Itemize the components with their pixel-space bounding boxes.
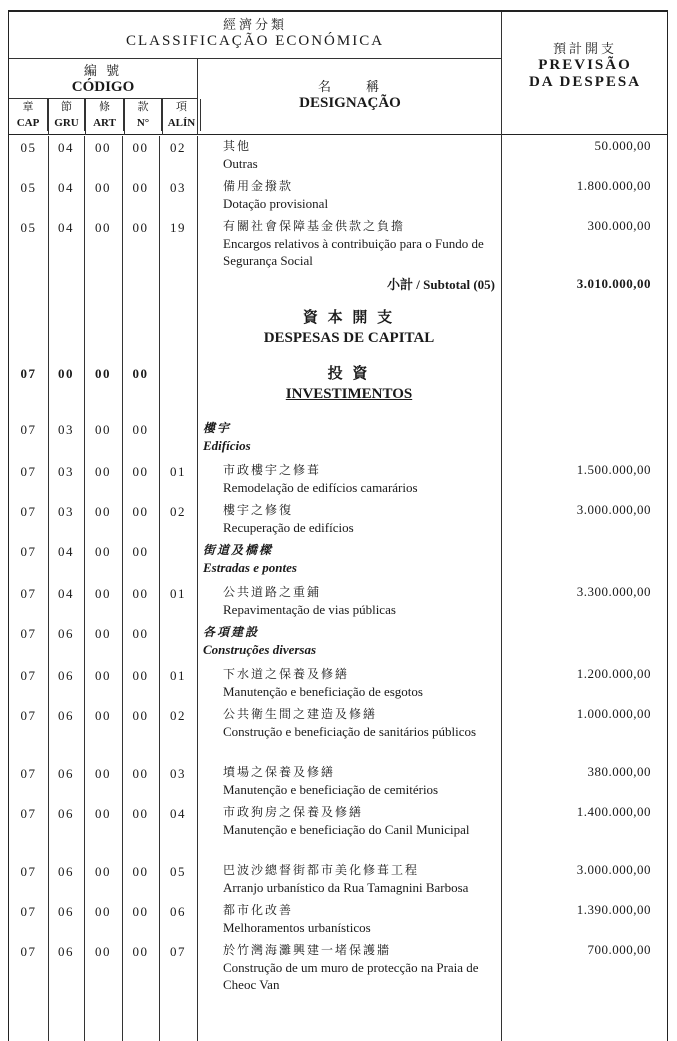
- column-header-art: [86, 99, 125, 135]
- amount-cell: 3.000.000,00: [576, 862, 651, 877]
- designation-cell: [197, 500, 501, 540]
- code-cell: 07: [20, 464, 37, 479]
- code-cell: 01: [170, 668, 186, 683]
- designation-pt: Dotação provisional: [223, 196, 329, 211]
- designation-zh: 市政樓宇之修葺: [223, 463, 322, 477]
- table-row: [9, 274, 667, 306]
- code-cell: [159, 540, 197, 582]
- code-cell: [48, 274, 84, 306]
- designation-header: [197, 58, 502, 134]
- column-zh: 節: [49, 99, 85, 115]
- designation-zh: 名 稱: [317, 79, 382, 94]
- code-cell: 07: [20, 806, 37, 821]
- code-cell: 03: [170, 766, 186, 781]
- column-header-cap: [9, 99, 49, 135]
- designation-zh: 墳場之保養及修繕: [223, 765, 336, 779]
- code-cell: 01: [170, 586, 186, 601]
- designation-cell: [197, 664, 501, 704]
- code-cell: 00: [132, 904, 149, 919]
- code-cell: [159, 418, 197, 460]
- designation-pt: Manutenção e beneficiação de esgotos: [223, 684, 423, 699]
- table-row: [9, 176, 667, 216]
- code-cell: [84, 274, 122, 306]
- table-row: [9, 216, 667, 274]
- code-cell: 00: [132, 586, 149, 601]
- code-cell: 00: [95, 586, 111, 601]
- code-cell: 00: [95, 366, 111, 381]
- table-row: [9, 900, 667, 940]
- code-cell: 07: [20, 944, 37, 959]
- code-cell: 03: [170, 180, 186, 195]
- code-cell: 02: [170, 140, 186, 155]
- designation-pt: Construção de um muro de protecção na Praia de Cheoc Van: [223, 960, 479, 992]
- code-cell: 00: [95, 464, 111, 479]
- code-cell: 00: [95, 806, 111, 821]
- designation-pt: Estradas e pontes: [203, 560, 297, 575]
- amount-cell: 380.000,00: [587, 764, 651, 779]
- amount-cell: 1.500.000,00: [576, 462, 651, 477]
- amount-cell: [501, 622, 667, 664]
- code-header: [9, 58, 197, 134]
- code-cell: 00: [132, 766, 149, 781]
- amount-cell: 50.000,00: [594, 138, 651, 153]
- table-header: [9, 12, 667, 135]
- table-row: [9, 418, 667, 460]
- code-cell: 06: [58, 904, 74, 919]
- code-zh: 編 號: [83, 63, 123, 78]
- code-cell: 00: [95, 626, 111, 641]
- table-row: [9, 802, 667, 860]
- code-cell: 06: [58, 944, 74, 959]
- budget-table: [8, 10, 668, 1041]
- designation-cell: [197, 176, 501, 216]
- code-cell: 00: [132, 626, 149, 641]
- code-cell: 00: [132, 140, 149, 155]
- designation-zh: 各項建設: [203, 625, 260, 639]
- code-cell: 00: [95, 220, 111, 235]
- table-row: [9, 860, 667, 900]
- code-cell: [84, 306, 122, 362]
- code-cell: [159, 306, 197, 362]
- code-cell: [159, 622, 197, 664]
- table-row: [9, 306, 667, 362]
- code-cell: 07: [20, 668, 37, 683]
- designation-cell: [197, 582, 501, 622]
- designation-cell: [197, 860, 501, 900]
- code-cell: 00: [95, 708, 111, 723]
- code-cell: 03: [58, 504, 74, 519]
- amount-cell: 3.010.000,00: [576, 276, 651, 291]
- table-row: [9, 460, 667, 500]
- code-cell: 05: [20, 180, 37, 195]
- designation-pt: Manutenção e beneficiação de cemitérios: [223, 782, 439, 797]
- table-row: [9, 582, 667, 622]
- code-cell: 04: [58, 140, 74, 155]
- designation-pt: Recuperação de edifícios: [223, 520, 354, 535]
- code-title: CÓDIGO: [71, 79, 135, 95]
- code-cell: 07: [20, 626, 37, 641]
- code-cell: 00: [132, 668, 149, 683]
- code-cell: 06: [58, 668, 74, 683]
- table-row: [9, 500, 667, 540]
- column-zh: 款: [125, 99, 162, 115]
- code-cell: 07: [20, 504, 37, 519]
- designation-pt: Arranjo urbanístico da Rua Tamagnini Barbosa: [223, 880, 469, 895]
- designation-zh: 都市化改善: [223, 903, 294, 917]
- designation-cell: [197, 306, 501, 362]
- code-cell: 00: [95, 544, 111, 559]
- code-cell: 05: [20, 140, 37, 155]
- code-cell: 00: [132, 180, 149, 195]
- forecast-header: [501, 12, 668, 134]
- column-header-n: [125, 99, 163, 135]
- forecast-line1: PREVISÃO: [538, 57, 632, 73]
- table-row: [9, 136, 667, 176]
- amount-cell: 300.000,00: [587, 218, 651, 233]
- column-pt: GRU: [49, 115, 85, 131]
- code-cell: 07: [20, 904, 37, 919]
- code-cell: [122, 274, 159, 306]
- table-row: [9, 762, 667, 802]
- designation-pt: Manutenção e beneficiação do Canil Municipal: [223, 822, 470, 837]
- code-cell: 00: [95, 422, 111, 437]
- code-cell: 00: [132, 544, 149, 559]
- code-cell: 00: [132, 944, 149, 959]
- code-cell: 04: [58, 180, 74, 195]
- amount-cell: 700.000,00: [587, 942, 651, 957]
- column-header-aln: [163, 99, 201, 135]
- code-cell: 07: [170, 944, 186, 959]
- designation-cell: [197, 362, 501, 418]
- amount-cell: 1.800.000,00: [576, 178, 651, 193]
- code-cell: 04: [58, 586, 74, 601]
- amount-cell: 3.300.000,00: [576, 584, 651, 599]
- code-cell: 00: [95, 504, 111, 519]
- code-cell: 00: [132, 422, 149, 437]
- column-pt: N°: [125, 115, 162, 131]
- designation-cell: [197, 460, 501, 500]
- code-cell: 00: [95, 766, 111, 781]
- code-cell: 04: [58, 220, 74, 235]
- code-cell: 00: [132, 864, 149, 879]
- code-cell: 06: [58, 864, 74, 879]
- code-cell: 07: [20, 708, 37, 723]
- code-cell: 01: [170, 464, 186, 479]
- designation-zh: 市政狗房之保養及修繕: [223, 805, 364, 819]
- table-row: [9, 664, 667, 704]
- code-cell: 07: [20, 544, 37, 559]
- table-body: [9, 136, 667, 998]
- column-zh: 條: [86, 99, 124, 115]
- code-cell: 02: [170, 504, 186, 519]
- designation-cell: [197, 216, 501, 274]
- designation-cell: [197, 900, 501, 940]
- code-cell: 06: [58, 806, 74, 821]
- code-cell: 00: [95, 904, 111, 919]
- designation-zh: 有關社會保障基金供款之負擔: [223, 219, 406, 233]
- designation-pt: Melhoramentos urbanísticos: [223, 920, 371, 935]
- classification-header: [9, 12, 501, 59]
- table-row: [9, 704, 667, 762]
- designation-cell: [197, 802, 501, 860]
- code-cell: 06: [58, 626, 74, 641]
- code-cell: 00: [58, 366, 74, 381]
- table-row: [9, 622, 667, 664]
- amount-cell: 1.400.000,00: [576, 804, 651, 819]
- code-cell: [122, 306, 159, 362]
- designation-cell: [197, 540, 501, 582]
- designation-zh: 公共道路之重鋪: [223, 585, 322, 599]
- code-cell: 00: [132, 464, 149, 479]
- designation-cell: [197, 136, 501, 176]
- code-cell: 00: [132, 806, 149, 821]
- code-cell: 05: [170, 864, 186, 879]
- column-zh: 項: [163, 99, 201, 115]
- code-cell: 07: [20, 366, 37, 381]
- code-cell: 04: [170, 806, 186, 821]
- code-cell: 00: [95, 668, 111, 683]
- code-cell: 02: [170, 708, 186, 723]
- amount-cell: [501, 418, 667, 460]
- amount-cell: 1.200.000,00: [576, 666, 651, 681]
- code-cell: 00: [95, 140, 111, 155]
- amount-cell: [501, 540, 667, 582]
- designation-zh: 巴波沙總督街都市美化修葺工程: [223, 863, 420, 877]
- designation-zh: 公共衛生間之建造及修繕: [223, 707, 378, 721]
- code-cell: 00: [95, 944, 111, 959]
- designation-pt: Repavimentação de vias públicas: [223, 602, 396, 617]
- designation-zh: 樓宇: [203, 421, 232, 435]
- amount-cell: [501, 362, 667, 418]
- amount-cell: 1.000.000,00: [576, 706, 651, 721]
- designation-zh: 街道及橋樑: [203, 543, 274, 557]
- amount-cell: 1.390.000,00: [576, 902, 651, 917]
- table-row: [9, 940, 667, 998]
- code-cell: 19: [170, 220, 186, 235]
- designation-zh: 投 資: [327, 366, 371, 382]
- designation-cell: [197, 704, 501, 762]
- designation-cell: [197, 274, 501, 306]
- amount-cell: 3.000.000,00: [576, 502, 651, 517]
- designation-pt: Construções diversas: [203, 642, 317, 657]
- designation-pt: INVESTIMENTOS: [285, 386, 413, 402]
- column-pt: ALÍN: [163, 115, 201, 131]
- designation-zh: 資 本 開 支: [302, 310, 396, 326]
- table-row: [9, 540, 667, 582]
- code-cell: 00: [132, 366, 149, 381]
- code-cell: 06: [58, 708, 74, 723]
- code-cell: 06: [170, 904, 186, 919]
- code-cell: 07: [20, 766, 37, 781]
- code-cell: [9, 306, 48, 362]
- designation-pt: Encargos relativos à contribuição para o Fundo de Segurança Social: [223, 236, 484, 268]
- designation-cell: [197, 418, 501, 460]
- forecast-zh: 預計開支: [552, 41, 617, 56]
- code-cell: 05: [20, 220, 37, 235]
- code-cell: 00: [95, 864, 111, 879]
- designation-pt: DESPESAS DE CAPITAL: [263, 330, 435, 346]
- code-cell: 00: [95, 180, 111, 195]
- designation-cell: [197, 940, 501, 998]
- code-cell: [9, 274, 48, 306]
- designation-zh: 備用金撥款: [223, 179, 294, 193]
- code-columns: [9, 98, 197, 135]
- forecast-line2: DA DESPESA: [528, 74, 642, 90]
- designation-pt: Construção e beneficiação de sanitários públicos: [223, 724, 477, 739]
- amount-cell: [501, 306, 667, 362]
- designation-zh: 其他: [223, 139, 252, 153]
- column-pt: CAP: [9, 115, 48, 131]
- classification-title: CLASSIFICAÇÃO ECONÓMICA: [125, 33, 385, 49]
- designation-pt: Outras: [223, 156, 258, 171]
- designation-pt: Edifícios: [203, 438, 251, 453]
- column-zh: 章: [9, 99, 48, 115]
- designation-title: DESIGNAÇÃO: [299, 95, 401, 111]
- designation-pt: Remodelação de edifícios camarários: [223, 480, 418, 495]
- classification-zh: 經濟分類: [222, 17, 287, 32]
- code-cell: 00: [132, 504, 149, 519]
- code-cell: [48, 306, 84, 362]
- code-cell: 00: [132, 220, 149, 235]
- designation-pt: 小計 / Subtotal (05): [387, 277, 495, 292]
- code-cell: 06: [58, 766, 74, 781]
- designation-cell: [197, 762, 501, 802]
- code-cell: 07: [20, 864, 37, 879]
- code-cell: [159, 362, 197, 418]
- code-cell: 07: [20, 422, 37, 437]
- code-cell: 03: [58, 464, 74, 479]
- code-cell: 00: [132, 708, 149, 723]
- designation-zh: 於竹灣海灘興建一堵保護牆: [223, 943, 392, 957]
- designation-zh: 樓宇之修復: [223, 503, 294, 517]
- column-header-gru: [49, 99, 86, 135]
- code-cell: [159, 274, 197, 306]
- code-cell: 04: [58, 544, 74, 559]
- code-cell: 07: [20, 586, 37, 601]
- code-cell: 03: [58, 422, 74, 437]
- table-row: [9, 362, 667, 418]
- designation-cell: [197, 622, 501, 664]
- designation-zh: 下水道之保養及修繕: [223, 667, 350, 681]
- column-pt: ART: [86, 115, 124, 131]
